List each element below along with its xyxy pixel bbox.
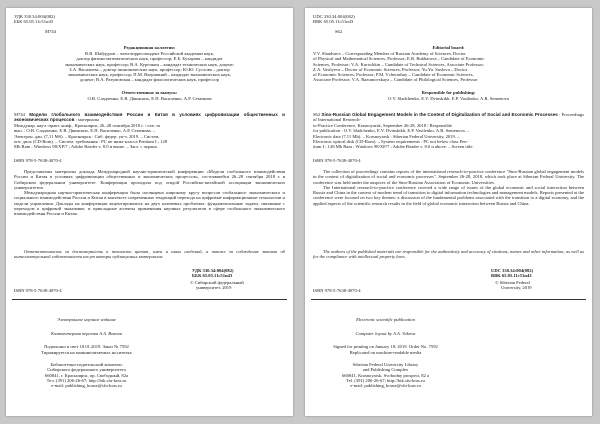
abstract <box>313 169 584 206</box>
entry-details <box>313 123 584 149</box>
publisher-line: e-mail: publishing_house@sfu-kras.ru <box>51 383 122 389</box>
publisher-line: e-mail: publishing_house@sfu-kras.ru <box>350 383 421 389</box>
udc-code: UDC 330.34:004(082) <box>313 14 355 19</box>
signed-date: Signed for printing on January 18, 2019. Order No. 7592 <box>333 344 438 349</box>
responsible-heading: Responsible for publishing: <box>421 90 476 95</box>
udk-code-repeat: УДК 330.34:004(082) <box>192 268 234 273</box>
board-line: Z.A. Vasilyeva – Doctor of Economic Sciences, Professor; Yu.Yu. Suslova – Doctor <box>313 66 468 72</box>
board-line: of Economic Sciences, Professor; P.M. Vcherashny – Candidate of Economic Sciences, <box>313 72 474 78</box>
publisher-line: Сибирского федерального университета <box>47 367 126 373</box>
board-line: доцент; В.А. Разумовская – кандидат филологических наук, профессор <box>79 77 220 83</box>
udk-code: УДК 330.34:004(082) <box>14 14 55 19</box>
bbk-code-repeat: BBK 65.05.11c51и43 <box>491 273 532 278</box>
disclaimer: The authors of the published materials are responsible for the authenticity and accuracy of citations, names and other information, as well as for the compliance with intellectual property laws. <box>313 249 584 260</box>
board-line: of Physical and Mathematical Sciences, Professor; E.B. Bukharova – Candidate of Economic <box>313 56 485 62</box>
entry-line: tium I ; 128 Mb Ram ; Windows 98/XP/7 ; Adobe Reader v. 8.0 и above. – Screen title. <box>313 144 474 150</box>
layout-credit: Computer layout by A.A. Vokova <box>355 331 416 336</box>
publisher-info <box>313 362 458 388</box>
author-mark: S62 <box>335 29 343 34</box>
publisher-line: Tel. (391) 206-26-67; http://bik.sfu-kras.ru <box>346 377 425 383</box>
signed-date: Подписано в свет 18.01.2019. Заказ № 7592 <box>44 344 129 349</box>
board-line: V.V. Shaidurov – Corresponding Member of Russian Academy of Sciences, Doctor <box>313 51 466 56</box>
isbn-repeat: ISBN 978-5-7638-4070-4 <box>14 288 62 293</box>
divider <box>12 299 287 300</box>
board-line: доктор физико-математических наук, профессор; Е.Б. Бухарова – кандидат <box>76 56 223 62</box>
copyright-line: © Siberian Federal <box>495 280 530 285</box>
layout-credit: Компьютерная верстка А.А. Вовчок <box>50 331 123 336</box>
board-list <box>313 51 588 83</box>
page-right <box>305 8 592 416</box>
abstract <box>14 169 285 217</box>
abstract-paragraph: Международная научно-практическая конференция была посвящена широкому кругу вопросов глобального экономического и социального взаимодействия России и Китая в контексте современных тенденций перехода на цифровые информационные технологии и модели управления. Доклады на конференции акцентировались на двух ключевых проблемах: фундаментальные задачи, связанные с переходом к цифровой экономике, и прикладные аспекты применения научных результатов в сфере глобального экономического взаимодействия России и Китая. <box>14 190 285 217</box>
entry-line: опт. диск (CD-Rom). – Систем. требования : PC не ниже класса Pentium I ; 128 <box>14 138 168 144</box>
publisher-line: Библиотечно-издательский комплекс <box>50 362 123 367</box>
entry-line: Электрон. дан. (7,11 Мб). – Красноярск : Сиб. федер. ун-т, 2019. – Систем. <box>14 133 160 139</box>
copyright-line: университет, 2019 <box>196 285 232 291</box>
entry-line: Electronic data (7,11 Mb). – Krasnoyarsk : Siberian Federal University, 2019. – <box>313 133 460 139</box>
board-heading: Editorial board: <box>432 45 465 50</box>
isbn: ISBN 978-5-7638-4070-4 <box>14 158 62 163</box>
copyright-line: © Сибирский федеральный <box>190 280 244 285</box>
author-mark: М744 <box>45 29 56 34</box>
catalog-entry <box>313 112 584 123</box>
isbn: ISBN 978-5-7638-4070-4 <box>313 158 361 163</box>
board-list <box>12 51 287 83</box>
entry-title: Модели глобального взаимодействия России и Китая в условиях цифровизации общественных и экономических процессов <box>14 112 285 123</box>
isbn-repeat: ISBN 978-5-7638-4070-4 <box>313 288 361 293</box>
entry-line: Mb Ram ; Windows 98/XP/7 ; Adobe Reader v. 8.0 и выше. – Загл. с экрана. <box>14 144 158 150</box>
entry-line: Electronic optical disk (CD-Rom). – System requirements : PC not below class Pen- <box>313 138 469 144</box>
udc-code-repeat: UDC 330.34:004(082) <box>491 268 534 273</box>
entry-mark: М744 <box>14 112 25 117</box>
divider <box>311 299 586 300</box>
board-line: Associate Professor; V.A. Razumovskaya – Candidate of Philological Sciences, Professor <box>313 77 478 83</box>
copyright-line: University, 2019 <box>501 285 532 291</box>
entry-line: to-Practice Conference, Krasnoyarsk, September 26-28, 2018 / Responsible <box>313 123 453 128</box>
copyright <box>495 280 532 291</box>
copyright <box>190 280 244 291</box>
publisher-line: and Publishing Complex <box>362 367 409 373</box>
abstract-paragraph: The collection of proceedings contains reports of the international research-to-practice conference "Sino-Russian global engagement models in the context of digitalization of social and economic processes", September 26-28, 2018, which took place at Siberian Federal University. The conference was held under the auspices of the Sino-Russian Association of Economic Universities. <box>313 169 584 185</box>
bbk-code: BBK 65.05.11c51и43 <box>313 19 354 24</box>
board-line: экономических наук, профессор; В.А. Курочкин – кандидат технических наук, доцент; <box>64 61 235 67</box>
publisher-info <box>14 362 159 388</box>
entry-line: for publication : O.V. Sladchenko, E.V. Dvinskikh, E.P. Vasilenko, A.R. Semenova. – <box>313 128 470 134</box>
edition-type: Электронное научное издание <box>57 317 116 322</box>
entry-line: Междунар. науч.-практ. конф., Красноярск, 26–28 сентября 2018 г. / отв. за <box>14 123 160 128</box>
board-line: Sciences, Professor; V.A. Kurochkin – Candidate of Technical Sciences, Associate Professor; <box>313 61 485 67</box>
entry-mark: S62 <box>313 112 321 117</box>
publisher-line: 660041, Krasnoyarsk, Svobodny prospect, 82 a <box>341 372 429 378</box>
board-heading: Редакционная коллегия: <box>123 45 176 50</box>
responsible-names: О.В. Сладченко, Е.В. Двинских, Е.П. Василенко, А.Р. Семенова <box>87 96 212 101</box>
catalog-entry <box>14 112 285 123</box>
responsible-names: O.V. Sladchenko, E.V. Dvinskikh, E.P. Vasilenko, A.R. Semenova <box>388 96 509 101</box>
entry-line: : материалы <box>75 117 100 123</box>
abstract-paragraph: The International research-to-practice conference covered a wide range of issues of the global economic and social interaction between Russia and China in the context of modern trend of transition to digital information technologies and management models. Reports presented at the conference were focused on two key themes: a discussion of the fundamental problems associated with the transition to a digital economy, and the applied aspects of the scientific research results in the field of global economic interaction between Russia and China. <box>313 184 584 206</box>
entry-line: : Proceedings of International Research- <box>313 112 584 123</box>
entry-details <box>14 123 285 149</box>
abstract-paragraph: Представлены материалы доклада Международной научно-практической конференции «Модели глобального взаимодействия России и Китая в условиях цифровизации общественных и экономических процессов», состоявшейся 26–28 сентября 2018 г. в Сибирском федеральном университете. Конференция проходила под эгидой Российско-китайской ассоциации экономических университетов. <box>14 169 285 190</box>
publisher-line: Тел. (391) 206-26-67; http://bik.sfu-kras.ru <box>46 377 127 383</box>
edition-type: Electronic scientific publication <box>356 317 415 322</box>
responsible-heading: Ответственные за выпуск: <box>121 90 178 95</box>
entry-title: Sino-Russian Global Engagement Models in the Context of Digitalization of Social and Economic Processes <box>321 112 558 117</box>
board-line: экономических наук, профессор; П.М. Вчерашний – кандидат экономических наук, <box>67 72 232 78</box>
replication-note: Тиражируется на машиночитаемых носителях <box>41 350 132 355</box>
disclaimer: Ответственность за достоверность и точность цитат, имен и иных сведений, а также за соблюдение законов об интеллектуальной собственности несут авторы публикуемых материалов. <box>14 249 285 260</box>
bbk-code-repeat: ББК 65.05.11с51и43 <box>192 273 233 278</box>
page-left <box>6 8 293 416</box>
publisher-line: 660041, г. Красноярск, пр. Свободный, 82а <box>44 372 129 378</box>
replication-note: Replicated on machine-readable media <box>349 350 422 355</box>
board-line: В.В. Шайдуров – член-корреспондент Российской академии наук, <box>85 51 214 56</box>
board-line: З.А. Васильева – доктор экономических наук, профессор; Ю.Ю. Суслова – доктор <box>69 66 230 72</box>
publisher-line: Siberian Federal University Library <box>352 362 419 367</box>
bbk-code: ББК 65.05.11с51и43 <box>14 19 54 24</box>
entry-line: вып. : О.В. Сладченко, Е.В. Двинских, Е.П. Василенко, А.Р. Семенова. – <box>14 128 156 134</box>
